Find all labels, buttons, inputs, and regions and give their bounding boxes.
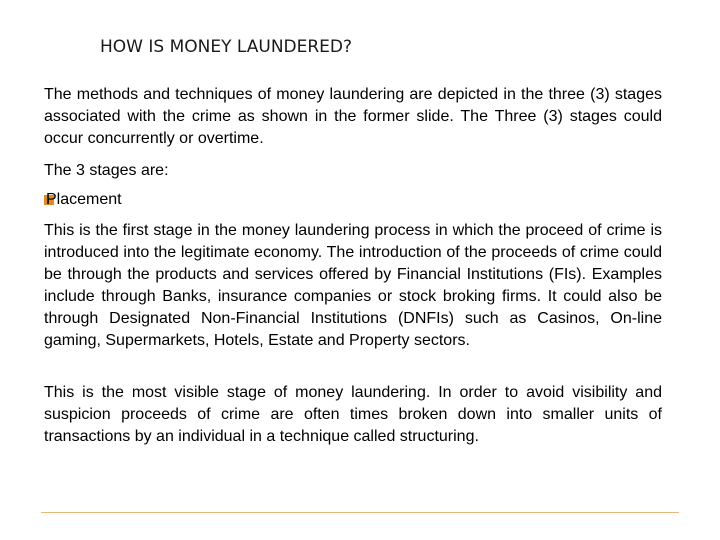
stages-heading: The 3 stages are: bbox=[44, 162, 169, 179]
bullet-label: Placement bbox=[46, 191, 122, 208]
intro-paragraph: The methods and techniques of money laundering are depicted in the three (3) stages associated with the crime as shown in the former slide. The Three (3) stages could occur concurrently or overtime. bbox=[44, 86, 662, 147]
footer-divider bbox=[41, 512, 679, 513]
slide-title: HOW IS MONEY LAUNDERED? bbox=[100, 37, 353, 57]
visibility-paragraph: This is the most visible stage of money laundering. In order to avoid visibility and suspicion proceeds of crime are often times broken down into smaller units of transactions by an individual in a technique called structuring. bbox=[44, 384, 662, 445]
placement-paragraph: This is the first stage in the money laundering process in which the proceed of crime is introduced into the legitimate economy. The introduction of the proceeds of crime could be through the products and services offered by Financial Institutions (FIs). Examples include through Banks, insurance companies or stock broking firms. It could also be through Designated Non-Financial Institutions (DNFIs) such as Casinos, On-line gaming, Supermarkets, Hotels, Estate and Property sectors. bbox=[44, 222, 662, 349]
